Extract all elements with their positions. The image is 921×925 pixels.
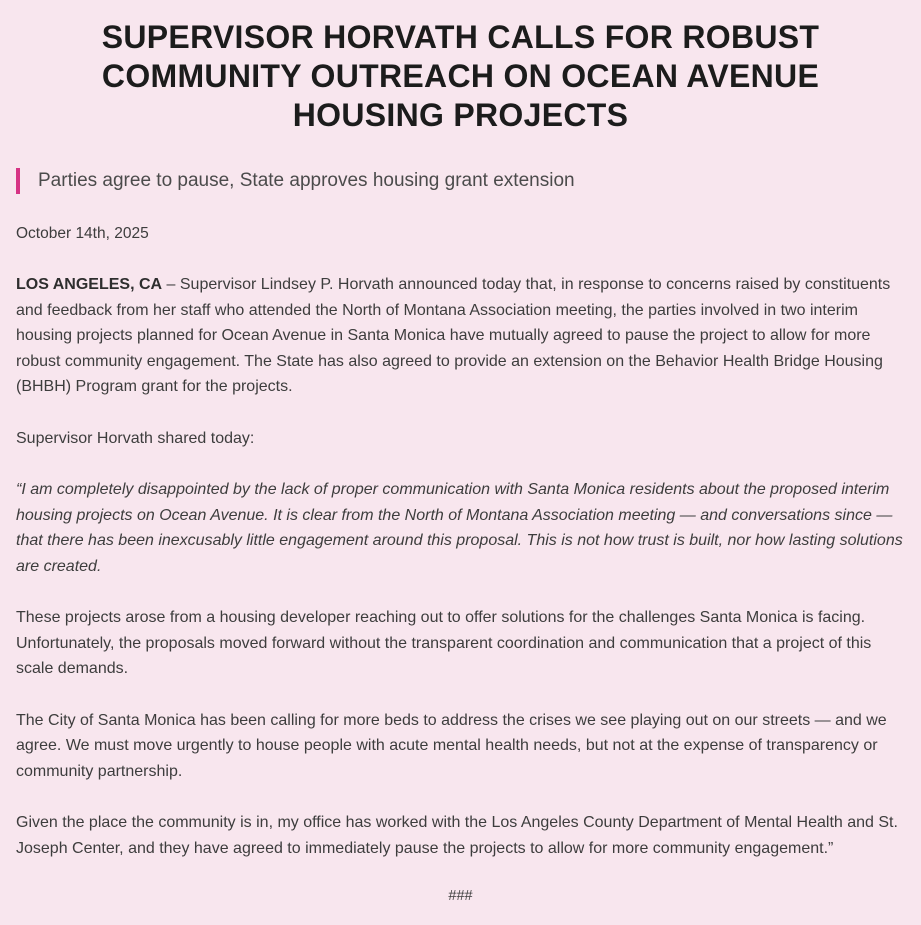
end-mark: ### xyxy=(448,888,473,904)
dateline: LOS ANGELES, CA xyxy=(16,276,163,293)
lead-paragraph-text: – Supervisor Lindsey P. Horvath announced today that, in response to concerns raised by constituents and feedback from her staff who attended the North of Montana Association meeting, the parties involved in two interim housing projects planned for Ocean Avenue in Santa Monica have mutually agreed to pause the project to allow for more robust community engagement. The State has also agreed to provide an extension on the Behavior Health Bridge Housing (BHBH) Program grant for the projects. xyxy=(16,276,891,395)
attribution-line: Supervisor Horvath shared today: xyxy=(16,429,255,447)
lead-paragraph xyxy=(16,272,905,400)
quote-paragraph: “I am completely disappointed by the lack of proper communication with Santa Monica residents about the proposed interim housing projects on Ocean Avenue. It is clear from the North of Montana Association meeting — and conversations since — that there has been inexcusably little engagement around this proposal. This is not how trust is built, nor how lasting solutions are created. xyxy=(16,481,903,575)
paragraph-engagement: Given the place the community is in, my office has worked with the Los Angeles County Department of Mental Health and St. Joseph Center, and they have agreed to immediately pause the projects to allow for more community engagement.” xyxy=(16,814,898,857)
headline: SUPERVISOR HORVATH CALLS FOR ROBUST COMMUNITY OUTREACH ON OCEAN AVENUE HOUSING PROJECTS xyxy=(101,19,820,133)
paragraph-projects: These projects arose from a housing developer reaching out to offer solutions for the challenges Santa Monica is facing. Unfortunately, the proposals moved forward without the transparent coordination and communication that a project of this scale demands. xyxy=(16,609,872,677)
paragraph-city: The City of Santa Monica has been calling for more beds to address the crises we see playing out on our streets — and we agree. We must move urgently to house people with acute mental health needs, but not at the expense of transparency or community partnership. xyxy=(16,711,887,780)
accent-bar xyxy=(16,168,20,194)
subheadline xyxy=(16,168,905,194)
release-date: October 14th, 2025 xyxy=(16,225,149,242)
subheadline-text: Parties agree to pause, State approves housing grant extension xyxy=(38,170,575,191)
